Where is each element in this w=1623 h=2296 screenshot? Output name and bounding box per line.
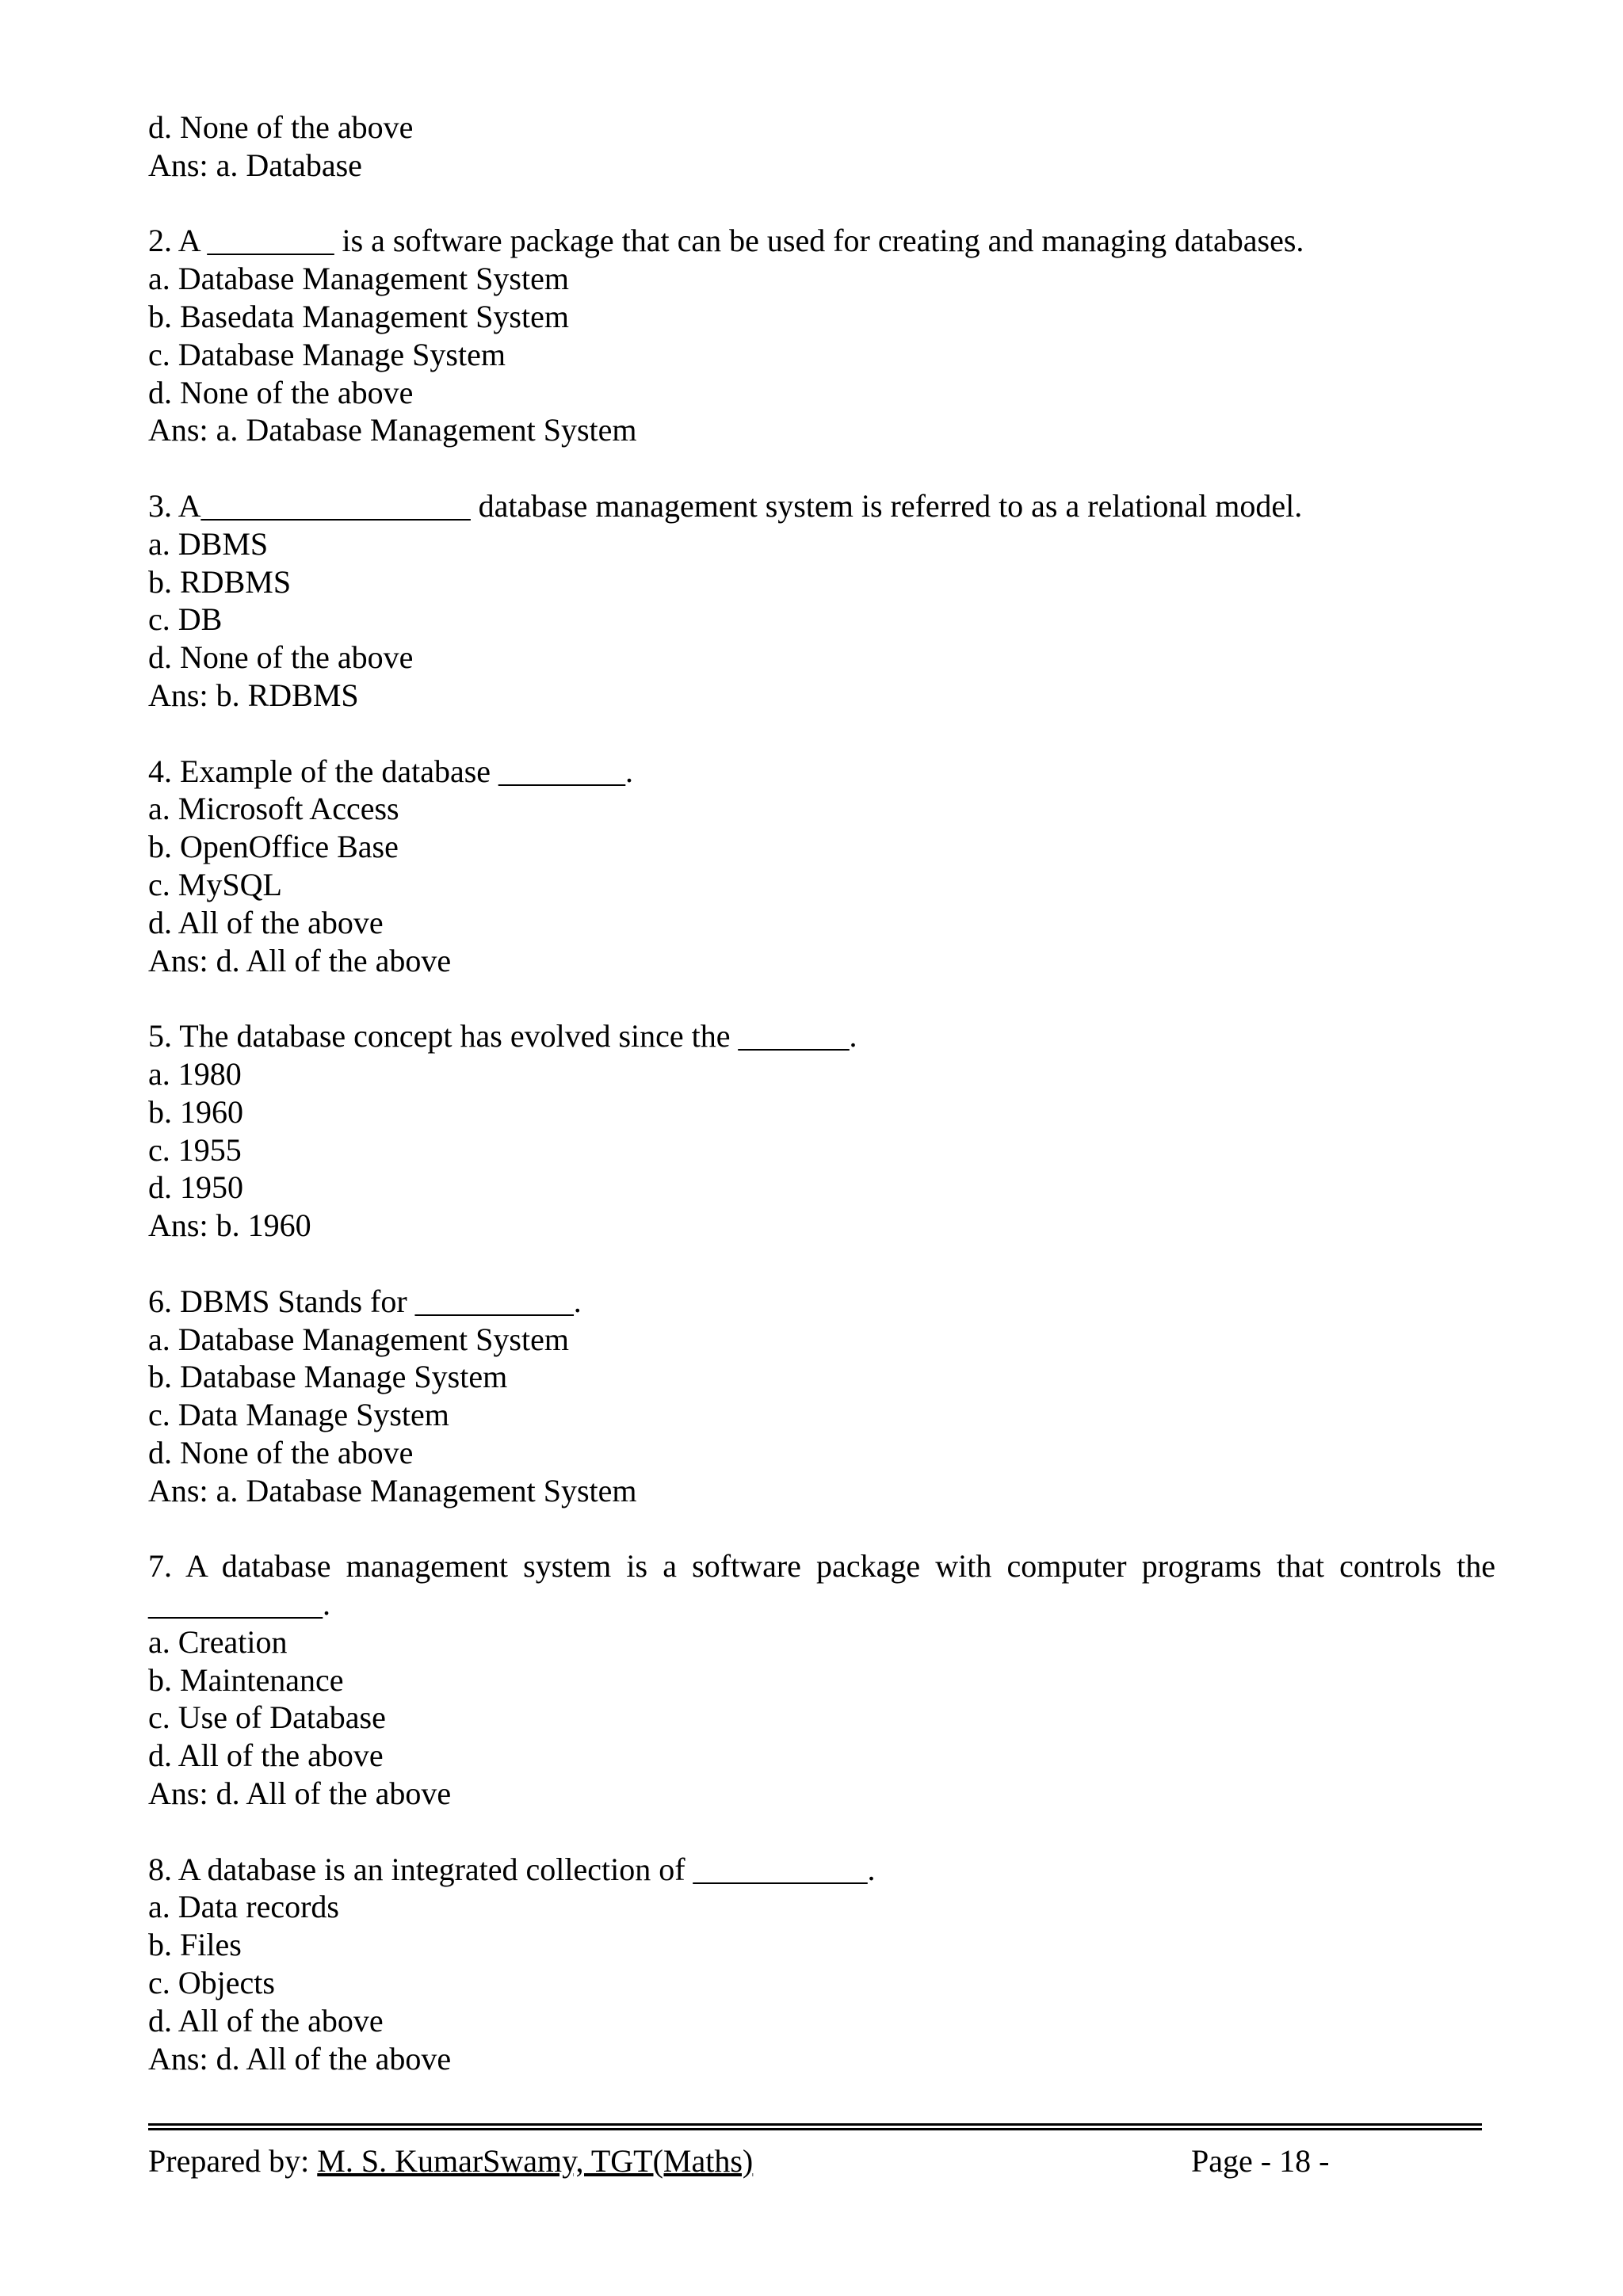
question-text: 5. The database concept has evolved since the _______.	[148, 1018, 857, 1055]
author-name: M. S. KumarSwamy, TGT(Maths)	[317, 2143, 754, 2179]
option-d: d. All of the above	[148, 904, 384, 940]
option-c: c. 1955	[148, 1131, 242, 1168]
option-a: a. Creation	[148, 1623, 288, 1660]
page-number: Page - 18 -	[1191, 2143, 1330, 2179]
question-text: 6. DBMS Stands for __________.	[148, 1283, 582, 1319]
option-b: b. RDBMS	[148, 563, 292, 600]
option-b: b. Basedata Management System	[148, 298, 569, 334]
option-d: d. 1950	[148, 1169, 243, 1206]
option-c: c. DB	[148, 601, 223, 638]
footer-prepared-by	[148, 2142, 753, 2180]
question-2	[148, 222, 1495, 449]
question-5	[148, 1017, 1495, 1245]
option-b: b. Database Manage System	[148, 1359, 508, 1395]
question-8	[148, 1851, 1495, 2078]
option-b: b. 1960	[148, 1093, 243, 1130]
answer-line: Ans: a. Database Management System	[148, 1472, 637, 1508]
option-c: c. MySQL	[148, 866, 282, 902]
option-d: d. None of the above	[148, 374, 414, 410]
option-a: a. 1980	[148, 1055, 242, 1092]
option-a: a. Database Management System	[148, 261, 569, 297]
question-4	[148, 753, 1495, 980]
option-c: c. Use of Database	[148, 1699, 386, 1736]
question-7	[148, 1547, 1495, 1813]
answer-line: Ans: a. Database Management System	[148, 412, 637, 448]
option-a: a. Data records	[148, 1889, 339, 1925]
document-body	[148, 109, 1495, 2077]
question-6	[148, 1283, 1495, 1510]
option-d: d. All of the above	[148, 1737, 384, 1774]
answer-line: Ans: a. Database	[148, 147, 362, 183]
option-d: d. All of the above	[148, 2002, 384, 2039]
question-text: 2. A ________ is a software package that can be used for creating and managing databases.	[148, 223, 1304, 259]
option-c: c. Database Manage System	[148, 336, 506, 372]
option-a: a. DBMS	[148, 525, 269, 562]
question-text: 7. A database management system is a software package with computer programs that controls the	[148, 1548, 1495, 1585]
footer-divider	[148, 2123, 1482, 2130]
question-3	[148, 487, 1495, 715]
option-line: d. None of the above	[148, 109, 414, 145]
option-b: b. OpenOffice Base	[148, 829, 399, 865]
option-d: d. None of the above	[148, 639, 414, 676]
answer-line: Ans: d. All of the above	[148, 2040, 452, 2077]
option-b: b. Files	[148, 1927, 242, 1963]
option-d: d. None of the above	[148, 1434, 414, 1470]
answer-line: Ans: d. All of the above	[148, 1775, 452, 1812]
option-a: a. Database Management System	[148, 1321, 569, 1357]
option-a: a. Microsoft Access	[148, 791, 399, 827]
option-c: c. Objects	[148, 1965, 275, 2001]
option-b: b. Maintenance	[148, 1661, 344, 1698]
answer-line: Ans: b. 1960	[148, 1207, 311, 1244]
question-text-continued: ___________.	[148, 1586, 330, 1623]
question-text: 4. Example of the database ________.	[148, 753, 634, 789]
question-text: 3. A_________________ database management system is referred to as a relational model.	[148, 487, 1303, 524]
prepared-label: Prepared by:	[148, 2143, 318, 2179]
answer-line: Ans: d. All of the above	[148, 942, 452, 978]
option-c: c. Data Manage System	[148, 1397, 449, 1433]
answer-line: Ans: b. RDBMS	[148, 677, 359, 713]
question-text: 8. A database is an integrated collection of ___________.	[148, 1851, 876, 1887]
